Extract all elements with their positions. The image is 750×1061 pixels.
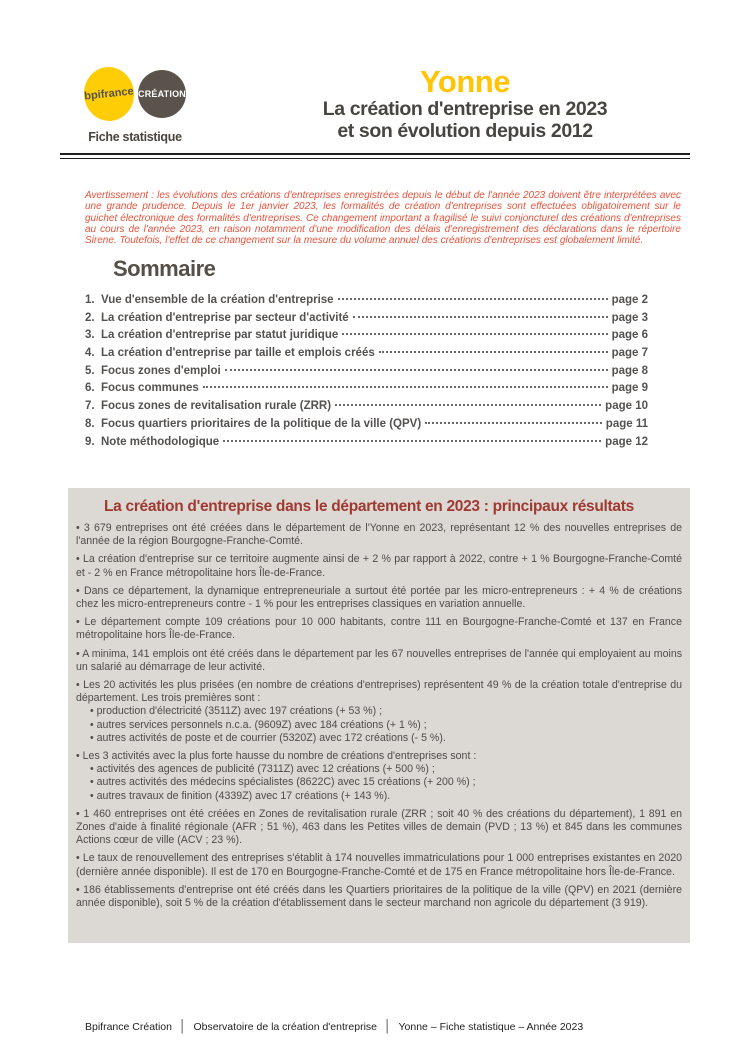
result-bullet-5: • A minima, 141 emplois ont été créés dans le département par les 67 nouvelles entreprises de l'année qui employaient au moins un salarié au démarrage de leur activité. bbox=[76, 648, 682, 674]
toc-label: La création d'entreprise par secteur d'activité bbox=[101, 311, 349, 324]
result-bullet-2: • La création d'entreprise sur ce territoire augmente ainsi de + 2 % par rapport à 2022, contre + 1 % Bourgogne-Franche-Comté et - 2 % en France métropolitaine hors Île-de-France. bbox=[76, 553, 682, 579]
toc-number: 7. bbox=[85, 400, 95, 413]
bpifrance-logo-text: bpifrance bbox=[83, 85, 135, 103]
dot-leader bbox=[338, 298, 608, 300]
table-of-contents bbox=[85, 294, 648, 453]
toc-item-2[interactable] bbox=[85, 312, 648, 330]
result-sub-bullet-6-3: • autres activités de poste et de courrier (5320Z) avec 172 créations (- 5 %). bbox=[90, 732, 682, 745]
result-sub-bullet-7-1: • activités des agences de publicité (7311Z) avec 12 créations (+ 500 %) ; bbox=[90, 763, 682, 776]
brand-logos bbox=[60, 66, 210, 122]
result-sub-bullet-6-2: • autres services personnels n.c.a. (9609Z) avec 184 créations (+ 1 %) ; bbox=[90, 719, 682, 732]
result-sub-bullet-7-2: • autres activités des médecins spécialistes (8622C) avec 15 créations (+ 200 %) ; bbox=[90, 776, 682, 789]
footer-document-title: Yonne – Fiche statistique – Année 2023 bbox=[398, 1021, 584, 1033]
result-sub-bullet-7-3: • autres travaux de finition (4339Z) avec 17 créations (+ 143 %). bbox=[90, 790, 682, 803]
toc-page: page 12 bbox=[605, 435, 648, 448]
footer-brand: Bpifrance Création bbox=[85, 1021, 172, 1033]
toc-item-6[interactable] bbox=[85, 382, 648, 400]
page-subtitle-line1: La création d'entreprise en 2023 bbox=[322, 98, 608, 120]
page-footer bbox=[85, 1019, 690, 1033]
bpifrance-logo-icon bbox=[81, 65, 136, 124]
result-bullet-8: • 1 460 entreprises ont été créées en Zones de revitalisation rurale (ZRR ; soit 40 % des créations du département), 1 891 en Zones d'aide à finalité régionale (AFR ; 51 %), 463 dans les Petites villes de demain (PVD ; 13 %) et 845 dans les communes Actions cœur de ville (ACV ; 23 %). bbox=[76, 808, 682, 848]
toc-page: page 10 bbox=[605, 400, 648, 413]
toc-label: Focus zones de revitalisation rurale (ZRR) bbox=[101, 400, 332, 413]
toc-number: 1. bbox=[85, 294, 95, 306]
dot-leader bbox=[335, 404, 601, 406]
toc-number: 5. bbox=[85, 364, 95, 377]
toc-label: Focus quartiers prioritaires de la politique de la ville (QPV) bbox=[101, 417, 422, 430]
toc-number: 9. bbox=[85, 435, 95, 448]
toc-number: 3. bbox=[85, 329, 95, 342]
toc-heading: Sommaire bbox=[113, 256, 216, 281]
toc-page: page 2 bbox=[611, 294, 648, 306]
result-bullet-6: • Les 20 activités les plus prisées (en nombre de créations d'entreprises) représentent 49 % de la création totale d'entreprise du département. Les trois premières sont : bbox=[76, 679, 682, 705]
toc-number: 2. bbox=[85, 311, 95, 324]
footer-observatory: Observatoire de la création d'entreprise bbox=[193, 1021, 377, 1033]
toc-number: 6. bbox=[85, 382, 95, 395]
toc-label: Note méthodologique bbox=[101, 435, 220, 448]
footer-separator: │ bbox=[384, 1019, 392, 1033]
toc-number: 8. bbox=[85, 417, 95, 430]
dot-leader bbox=[353, 316, 608, 318]
result-bullet-10: • 186 établissements d'entreprise ont été créés dans les Quartiers prioritaires de la politique de la ville (QPV) en 2021 (dernière année disponible), soit 5 % de la création d'établissement dans le secteur marchand non agricole du département (3 919). bbox=[76, 884, 682, 910]
result-sub-bullet-6-1: • production d'électricité (3511Z) avec 197 créations (+ 53 %) ; bbox=[90, 705, 682, 718]
brand-block bbox=[60, 66, 210, 144]
footer-separator: │ bbox=[178, 1019, 187, 1033]
toc-item-8[interactable] bbox=[85, 418, 648, 436]
dot-leader bbox=[203, 386, 608, 388]
toc-page: page 8 bbox=[611, 364, 648, 377]
page-subtitle-line2: et son évolution depuis 2012 bbox=[337, 120, 593, 142]
result-bullet-4: • Le département compte 109 créations pour 10 000 habitants, contre 111 en Bourgogne-Franche-Comté et 137 en France métropolitaine hors Île-de-France. bbox=[76, 616, 682, 642]
dot-leader bbox=[425, 422, 602, 424]
result-bullet-9: • Le taux de renouvellement des entreprises s'établit à 174 nouvelles immatriculations pour 1 000 entreprises existantes en 2020 (dernière année disponible). Il est de 170 en Bourgogne-Franche-Comté et de 175 en France métropolitaine hors Île-de-France. bbox=[76, 852, 682, 878]
creation-logo-icon bbox=[138, 70, 186, 118]
toc-number: 4. bbox=[85, 347, 95, 360]
dot-leader bbox=[379, 351, 608, 353]
toc-label: La création d'entreprise par taille et emplois créés bbox=[101, 347, 375, 360]
dot-leader bbox=[225, 369, 608, 371]
toc-label: Focus communes bbox=[101, 382, 199, 395]
page-title: Yonne bbox=[420, 64, 510, 99]
toc-label: Focus zones d'emploi bbox=[101, 364, 221, 377]
toc-item-3[interactable] bbox=[85, 329, 648, 347]
toc-label: La création d'entreprise par statut juridique bbox=[101, 329, 339, 342]
toc-item-5[interactable] bbox=[85, 365, 648, 383]
toc-item-7[interactable] bbox=[85, 400, 648, 418]
creation-logo-text: CRÉATION bbox=[138, 89, 186, 99]
dot-leader bbox=[342, 333, 607, 335]
toc-page: page 11 bbox=[605, 417, 648, 430]
toc-page: page 6 bbox=[611, 329, 648, 342]
result-bullet-1: • 3 679 entreprises ont été créées dans le département de l'Yonne en 2023, représentant 12 % des nouvelles entreprises de l'année de la région Bourgogne-Franche-Comté. bbox=[76, 522, 682, 548]
title-block bbox=[210, 66, 690, 144]
key-results-panel bbox=[68, 488, 690, 943]
result-bullet-3: • Dans ce département, la dynamique entrepreneuriale a surtout été portée par les micro-entrepreneurs : + 4 % de créations chez les micro-entrepreneurs contre - 1 % pour les entreprises classiques en variation annuelle. bbox=[76, 585, 682, 611]
toc-item-4[interactable] bbox=[85, 347, 648, 365]
key-results-heading: La création d'entreprise dans le département en 2023 : principaux résultats bbox=[104, 498, 634, 515]
page-header bbox=[60, 66, 690, 144]
toc-label: Vue d'ensemble de la création d'entreprise bbox=[101, 294, 334, 306]
result-bullet-7: • Les 3 activités avec la plus forte hausse du nombre de créations d'entreprises sont : bbox=[76, 750, 682, 763]
brand-tagline: Fiche statistique bbox=[88, 130, 182, 144]
toc-item-1[interactable] bbox=[85, 294, 648, 312]
header-divider bbox=[60, 153, 690, 159]
toc-item-9[interactable] bbox=[85, 436, 648, 454]
dot-leader bbox=[223, 440, 601, 442]
toc-page: page 3 bbox=[611, 311, 648, 324]
toc-page: page 9 bbox=[611, 382, 648, 395]
toc-page: page 7 bbox=[611, 347, 648, 360]
warning-notice: Avertissement : les évolutions des créations d'entreprises enregistrées depuis le début de l'année 2023 doivent être interprétées avec une grande prudence. Depuis le 1er janvier 2023, les formalités de création d'entreprises sont effectuées obligatoirement sur le guichet électronique des formalités d'entreprises. Ce changement important a fragilisé le suivi conjoncturel des créations d'entreprises au cours de l'année 2023, en raison notamment d'une modification des délais d'enregistrement des déclarations dans le répertoire Sirene. Toutefois, l'effet de ce changement sur la mesure du volume annuel des créations d'entreprises est globalement limité. bbox=[85, 190, 681, 247]
